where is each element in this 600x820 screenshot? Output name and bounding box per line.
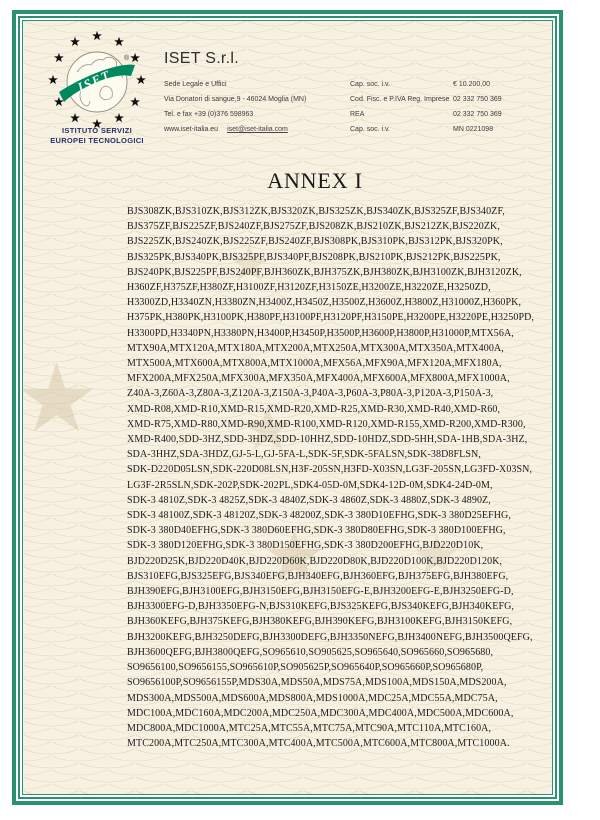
model-line: H360ZF,H375ZF,H380ZF,H3100ZF,H3120ZF,H3150ZE,H3200ZE,H3220ZE,H3250ZD, bbox=[127, 282, 491, 294]
letterhead-row bbox=[164, 81, 544, 93]
capital-label-2: Cap. soc. i.v. bbox=[350, 126, 390, 133]
model-line: BJH360KEFG,BJH375KEFG,BJH380KEFG,BJH390KEFG,BJH3100KEFG,BJH3150KEFG, bbox=[127, 616, 513, 628]
fiscal-code-value: 02 332 750 369 bbox=[453, 96, 502, 103]
website-link[interactable]: www.iset-italia.eu bbox=[164, 126, 219, 133]
logo-caption-line1: ISTITUTO SERVIZI bbox=[62, 126, 132, 135]
model-line: H3300ZD,H3340ZN,H3380ZN,H3400Z,H3450Z,H3500Z,H3600Z,H3800Z,H31000Z,H360PK, bbox=[127, 297, 522, 309]
watermark-star-icon: ★ bbox=[240, 392, 296, 465]
model-line: BJH3300EFG-D,BJH3350EFG-N,BJS310KEFG,BJS325KEFG,BJS340KEFG,BJH340KEFG, bbox=[127, 601, 515, 613]
model-line: LG3F-2R5SLN,SDK-202P,SDK-202PL,SDK4-05D-0M,SDK4-12D-0M,SDK4-24D-0M, bbox=[127, 479, 493, 491]
logo-ribbon-text: ISET bbox=[75, 66, 114, 95]
model-line: H3300PD,H3340PN,H3380PN,H3400P,H3450P,H3500P,H3600P,H3800P,H31000P,MTX56A, bbox=[127, 327, 514, 339]
model-line: BJH390EFG,BJH3100EFG,BJH3150EFG,BJH3150EFG-E,BJH3200EFG-E,BJH3250EFG-D, bbox=[127, 586, 514, 598]
watermark-star-icon: ★ bbox=[14, 344, 100, 454]
model-line: BJS375ZF,BJS225ZF,BJS240ZF,BJS275ZF,BJS208ZK,BJS210ZK,BJS212ZK,BJS220ZK, bbox=[127, 221, 500, 233]
model-number-list bbox=[127, 204, 535, 751]
email-link[interactable]: iset@iset-italia.com bbox=[227, 126, 288, 133]
fiscal-code-label: Cod. Fisc. e P.IVA Reg. Imprese bbox=[350, 96, 450, 103]
model-line: MTX90A,MTX120A,MTX180A,MTX200A,MTX250A,MTX300A,MTX350A,MTX400A, bbox=[127, 342, 504, 354]
model-line: MDC800A,MDC1000A,MTC25A,MTC55A,MTC75A,MTC90A,MTC110A,MTC160A, bbox=[127, 722, 492, 734]
company-logo bbox=[38, 30, 156, 146]
registered-office-label: Sede Legale e Uffici bbox=[164, 81, 227, 88]
logo-caption-line2: EUROPEI TECNOLOGICI bbox=[50, 136, 144, 146]
model-line: SDK-3 380D120EFHG,SDK-3 380D150EFHG,SDK-3 380D200EFHG,BJD220D10K, bbox=[127, 540, 484, 552]
model-line: SDK-3 48100Z,SDK-3 48120Z,SDK-3 48200Z,SDK-3 380D10EFHG,SDK-3 380D25EFHG, bbox=[127, 510, 511, 522]
model-line: Z40A-3,Z60A-3,Z80A-3,Z120A-3,Z150A-3,P40A-3,P60A-3,P80A-3,P120A-3,P150A-3, bbox=[127, 388, 494, 400]
model-line: SDA-3HHZ,SDA-3HDZ,GJ-5-L,GJ-5FA-L,SDK-5F,SDK-5FALSN,SDK-38D8FLSN, bbox=[127, 449, 481, 461]
model-line: MDC100A,MDC160A,MDC200A,MDC250A,MDC300A,MDC400A,MDC500A,MDC600A, bbox=[127, 707, 514, 719]
model-line: BJS325PK,BJS340PK,BJS325PF,BJS340PF,BJS208PK,BJS210PK,BJS212PK,BJS225PK, bbox=[127, 251, 501, 263]
model-line: MTX500A,MTX600A,MTX800A,MTX1000A,MFX56A,MFX90A,MFX120A,MFX180A, bbox=[127, 358, 502, 370]
model-line: MFX200A,MFX250A,MFX300A,MFX350A,MFX400A,MFX600A,MFX800A,MFX1000A, bbox=[127, 373, 510, 385]
model-line: BJS240PK,BJS225PF,BJS240PF,BJH360ZK,BJH375ZK,BJH380ZK,BJH3100ZK,BJH3120ZK, bbox=[127, 266, 522, 278]
model-line: MDS300A,MDS500A,MDS600A,MDS800A,MDS1000A,MDC25A,MDC55A,MDC75A, bbox=[127, 692, 498, 704]
annex-title: ANNEX I bbox=[267, 168, 363, 193]
rea-value: 02 332 750 369 bbox=[453, 111, 502, 118]
model-line: BJD220D25K,BJD220D40K,BJD220D60K,BJD220D80K,BJD220D100K,BJD220D120K, bbox=[127, 555, 503, 567]
watermark-star-icon: ★ bbox=[412, 523, 462, 587]
watermark-star-icon: ★ bbox=[226, 234, 273, 294]
model-line: XMD-R75,XMD-R80,XMD-R90,XMD-R100,XMD-R120,XMD-R155,XMD-R200,XMD-R300, bbox=[127, 418, 526, 430]
street-address: Via Donatori di sangue,9 - 46024 Moglia (MN) bbox=[164, 96, 307, 103]
model-line: BJS310EFG,BJS325EFG,BJS340EFG,BJH340EFG,BJH360EFG,BJH375EFG,BJH380EFG, bbox=[127, 570, 509, 582]
phone-fax: Tel. e fax +39 (0)376 598963 bbox=[164, 111, 254, 118]
model-line: H375PK,H380PK,H3100PK,H380PF,H3100PF,H3120PF,H3150PE,H3200PE,H3220PE,H3250PD, bbox=[127, 312, 535, 324]
model-line: BJH3200KEFG,BJH3250DEFG,BJH3300DEFG,BJH3350NEFG,BJH3400NEFG,BJH3500QEFG, bbox=[127, 631, 533, 643]
model-line: BJS308ZK,BJS310ZK,BJS312ZK,BJS320ZK,BJS325ZK,BJS340ZK,BJS325ZF,BJS340ZF, bbox=[127, 206, 505, 217]
model-line: BJS225ZK,BJS240ZK,BJS225ZF,BJS240ZF,BJS308PK,BJS310PK,BJS312PK,BJS320PK, bbox=[127, 236, 503, 248]
company-name: ISET S.r.l. bbox=[164, 50, 240, 67]
model-line: SDK-D220D05LSN,SDK-220D08LSN,H3F-205SN,H3FD-X03SN,LG3F-205SN,LG3FD-X03SN, bbox=[127, 464, 533, 476]
model-line: XMD-R400,SDD-3HZ,SDD-3HDZ,SDD-10HHZ,SDD-10HDZ,SDD-5HH,SDA-1HB,SDA-3HZ, bbox=[127, 434, 528, 446]
model-line: XMD-R08,XMD-R10,XMD-R15,XMD-R20,XMD-R25,XMD-R30,XMD-R40,XMD-R60, bbox=[127, 403, 501, 415]
model-line: SO9656100P,SO9656155P,MDS30A,MDS50A,MDS75A,MDS100A,MDS150A,MDS200A, bbox=[127, 677, 507, 689]
model-line: SO9656100,SO9656155,SO965610P,SO905625P,SO965640P,SO965660P,SO965680P, bbox=[127, 662, 484, 674]
model-line: SDK-3 4810Z,SDK-3 4825Z,SDK-3 4840Z,SDK-3 4860Z,SDK-3 4880Z,SDK-3 4890Z, bbox=[127, 494, 491, 506]
watermark-star-icon: ★ bbox=[262, 514, 327, 598]
model-line: BJH3600QEFG,BJH3800QEFG,SO965610,SO905625,SO965640,SO965660,SO965680, bbox=[127, 646, 494, 658]
letterhead-row bbox=[164, 111, 544, 123]
model-line: MTC200A,MTC250A,MTC300A,MTC400A,MTC500A,MTC600A,MTC800A,MTC1000A. bbox=[127, 738, 510, 750]
registry-number-value: MN 0221098 bbox=[453, 126, 494, 133]
rea-label: REA bbox=[350, 111, 365, 118]
capital-label: Cap. soc. i.v. bbox=[350, 81, 390, 88]
letterhead-row bbox=[164, 126, 544, 138]
registered-trademark-icon: ® bbox=[124, 55, 130, 62]
model-line: SDK-3 380D40EFHG,SDK-3 380D60EFHG,SDK-3 380D80EFHG,SDK-3 380D100EFHG, bbox=[127, 525, 506, 537]
iset-globe-logo-icon bbox=[47, 30, 147, 130]
letterhead-row bbox=[164, 96, 544, 108]
capital-value: € 10.200,00 bbox=[453, 81, 490, 88]
